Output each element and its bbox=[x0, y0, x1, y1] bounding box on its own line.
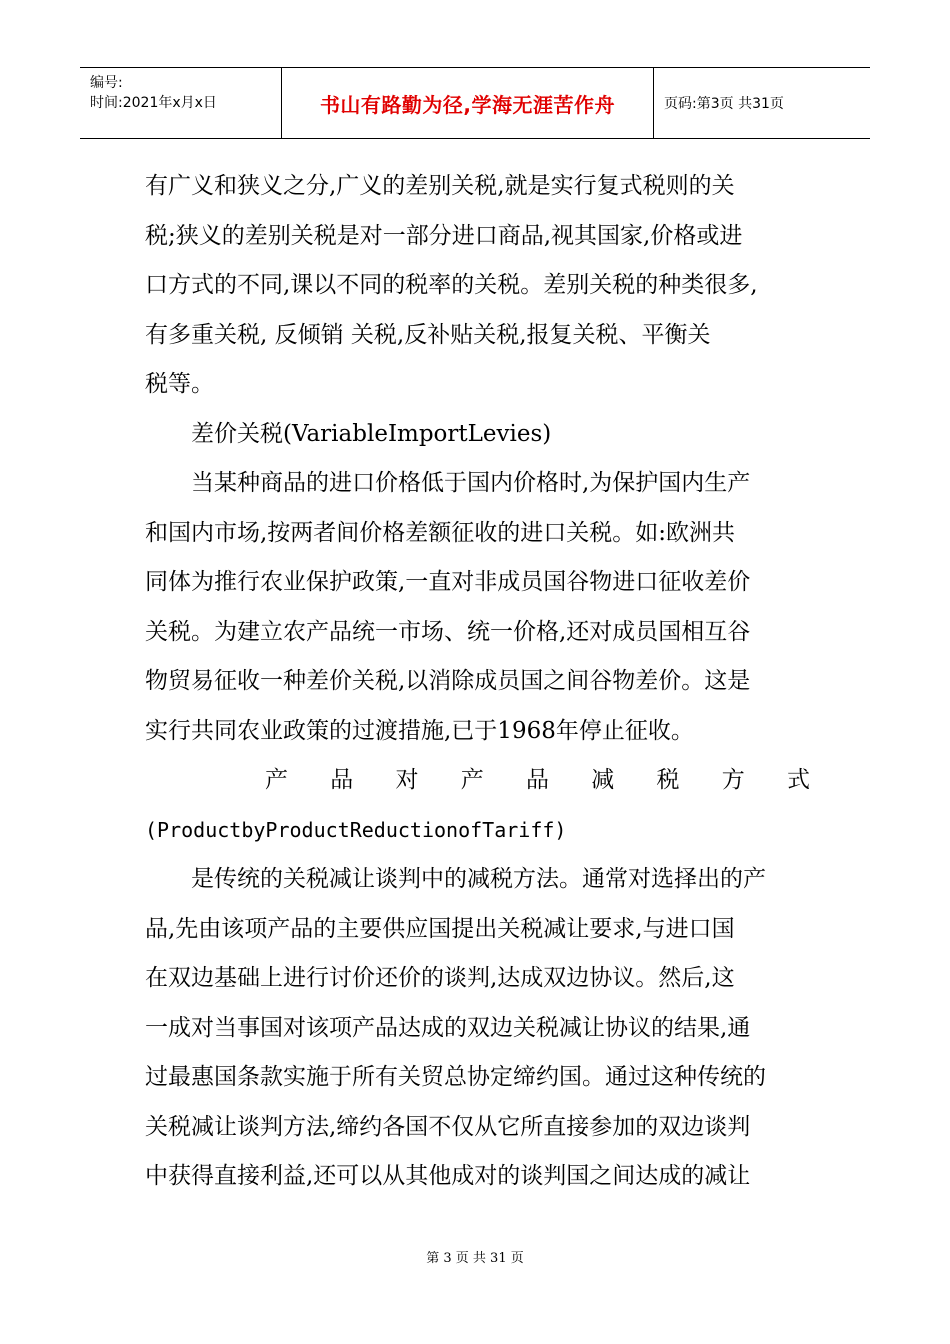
body-line: 中获得直接利益,还可以从其他成对的谈判国之间达成的减让 bbox=[145, 1163, 751, 1189]
body-line: 物贸易征收一种差价关税,以消除成员国之间谷物差价。这是 bbox=[145, 668, 751, 694]
header-motto-cell bbox=[282, 68, 654, 138]
section-heading-english: (ProductbyProductReductionofTariff) bbox=[145, 817, 567, 842]
section-heading-product-reduction: 产 品 对 产 品 减 税 方 式 bbox=[265, 767, 810, 793]
body-line: 当某种商品的进口价格低于国内价格时,为保护国内生产 bbox=[191, 470, 751, 496]
body-line: 关税。为建立农产品统一市场、统一价格,还对成员国相互谷 bbox=[145, 618, 751, 645]
header-page-number: 页码:第3页 共31页 bbox=[664, 96, 784, 112]
body-line: 过最惠国条款实施于所有关贸总协定缔约国。通过这种传统的 bbox=[145, 1064, 766, 1090]
document-body bbox=[145, 162, 810, 1202]
document-number-label: 编号: bbox=[90, 75, 123, 91]
document-date-label: 时间:2021年x月x日 bbox=[90, 95, 217, 111]
body-line: 口方式的不同,课以不同的税率的关税。差别关税的种类很多, bbox=[145, 272, 758, 298]
header-motto: 书山有路勤为径,学海无涯苦作舟 bbox=[319, 92, 616, 117]
body-line: 有多重关税, 反倾销 关税,反补贴关税,报复关税、平衡关 bbox=[145, 321, 711, 348]
body-line: 有广义和狭义之分,广义的差别关税,就是实行复式税则的关 bbox=[145, 173, 735, 199]
body-line: 税;狭义的差别关税是对一部分进口商品,视其国家,价格或进 bbox=[145, 222, 743, 249]
body-line: 是传统的关税减让谈判中的减税方法。通常对选择出的产 bbox=[191, 866, 766, 892]
body-line: 和国内市场,按两者间价格差额征收的进口关税。如:欧洲共 bbox=[145, 519, 736, 546]
section-heading-variable-levies: 差价关税(VariableImportLevies) bbox=[191, 420, 552, 447]
body-line: 实行共同农业政策的过渡措施,已于1968年停止征收。 bbox=[145, 717, 694, 744]
body-line: 品,先由该项产品的主要供应国提出关税减让要求,与进口国 bbox=[145, 915, 735, 942]
body-line: 一成对当事国对该项产品达成的双边关税减让协议的结果,通 bbox=[145, 1014, 751, 1041]
page-footer: 第 3 页 共 31 页 bbox=[426, 1251, 524, 1266]
body-line: 关税减让谈判方法,缔约各国不仅从它所直接参加的双边谈判 bbox=[145, 1113, 751, 1140]
body-line: 在双边基础上进行讨价还价的谈判,达成双边协议。然后,这 bbox=[145, 965, 735, 991]
body-line: 同体为推行农业保护政策,一直对非成员国谷物进口征收差价 bbox=[145, 569, 751, 595]
header-info-cell bbox=[80, 68, 282, 138]
header-page-cell bbox=[654, 68, 870, 138]
page-header bbox=[80, 67, 870, 139]
body-line: 税等。 bbox=[145, 371, 214, 397]
